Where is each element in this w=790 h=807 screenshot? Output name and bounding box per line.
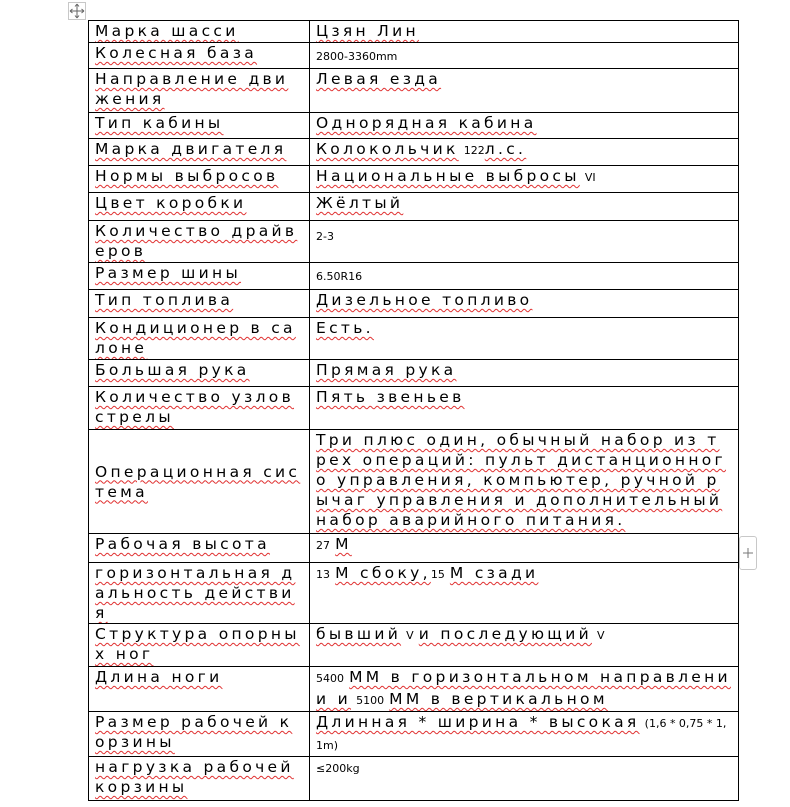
row-label: Рабочая высота [95, 535, 270, 553]
row-label: Кондиционер в салоне [95, 319, 296, 357]
row-value: Прямая рука [316, 361, 457, 379]
table-row [89, 624, 739, 667]
label-cell[interactable] [89, 21, 310, 43]
label-cell[interactable] [89, 193, 310, 221]
label-cell[interactable] [89, 221, 310, 263]
value-cell[interactable] [310, 193, 739, 221]
row-value-number: 15 [430, 568, 445, 581]
label-cell[interactable] [89, 534, 310, 563]
table-row [89, 21, 739, 43]
row-value: М сбоку, [335, 564, 431, 582]
row-label: Направление движения [95, 70, 289, 108]
row-label: горизонтальная дальность действия [95, 564, 296, 622]
table-row [89, 667, 739, 712]
label-cell[interactable] [89, 43, 310, 69]
table-row [89, 712, 739, 757]
row-value-number: 13 [316, 568, 330, 581]
label-cell[interactable] [89, 387, 310, 430]
value-cell[interactable] [310, 43, 739, 69]
row-value-letter: V [597, 629, 605, 642]
label-cell[interactable] [89, 360, 310, 387]
value-cell[interactable] [310, 69, 739, 113]
row-value: Национальные выбросы [316, 167, 580, 185]
add-row-button[interactable] [739, 536, 757, 570]
value-cell[interactable] [310, 667, 739, 712]
label-cell[interactable] [89, 290, 310, 318]
table-move-handle[interactable] [68, 2, 86, 20]
row-label: нагрузка рабочей корзины [95, 758, 294, 796]
row-value: М сзади [449, 564, 539, 582]
value-cell[interactable] [310, 318, 739, 360]
row-label: Цвет коробки [95, 194, 247, 212]
table-row [89, 221, 739, 263]
row-value: ММ в горизонтальном направлении и [316, 668, 731, 708]
label-cell[interactable] [89, 430, 310, 534]
label-cell[interactable] [89, 69, 310, 113]
row-value: Колокольчик [316, 140, 459, 158]
table-row [89, 166, 739, 193]
spec-table [88, 20, 739, 801]
table-row [89, 387, 739, 430]
value-cell[interactable] [310, 139, 739, 166]
row-label: Марка двигателя [95, 140, 287, 158]
label-cell[interactable] [89, 757, 310, 801]
table-row [89, 69, 739, 113]
row-label: Количество драйверов [95, 222, 298, 260]
row-label: Тип кабины [95, 114, 224, 132]
row-value: ММ в вертикальном [389, 690, 608, 708]
row-label: Тип топлива [95, 291, 234, 309]
row-value-suffix: VI [584, 171, 596, 184]
value-cell[interactable] [310, 221, 739, 263]
row-value: Пять звеньев [316, 388, 465, 406]
value-cell[interactable] [310, 113, 739, 139]
row-label: Длина ноги [95, 668, 223, 686]
table-row [89, 534, 739, 563]
row-value-number: 122 [463, 144, 485, 157]
label-cell[interactable] [89, 318, 310, 360]
table-row [89, 263, 739, 290]
row-label: Большая рука [95, 361, 250, 379]
table-row [89, 430, 739, 534]
row-value: Цзян Лин [316, 22, 419, 40]
row-value: 2-3 [316, 230, 334, 243]
row-label: Размер шины [95, 264, 242, 282]
row-value: и последующий [418, 625, 592, 643]
row-label: Колесная база [95, 44, 258, 62]
value-cell[interactable] [310, 360, 739, 387]
row-label: Размер рабочей корзины [95, 713, 293, 751]
value-cell[interactable] [310, 263, 739, 290]
row-value: Однорядная кабина [316, 114, 537, 132]
value-cell[interactable] [310, 387, 739, 430]
row-label: Марка шасси [95, 22, 239, 40]
value-cell[interactable] [310, 712, 739, 757]
row-value-dimensions: (1,6 * 0,75 * 1,1m) [316, 717, 727, 752]
row-value-letter: V [406, 629, 414, 642]
label-cell[interactable] [89, 139, 310, 166]
table-row [89, 139, 739, 166]
row-value-number: 27 [316, 539, 330, 552]
row-value: Длинная * ширина * высокая [316, 713, 640, 731]
table-row [89, 757, 739, 801]
row-value: ≤200kg [316, 762, 360, 775]
table-row [89, 318, 739, 360]
row-value: 6.50R16 [316, 270, 363, 283]
value-cell[interactable] [310, 563, 739, 624]
table-row [89, 290, 739, 318]
row-value: бывший [316, 625, 402, 643]
row-value-number: 5400 [316, 672, 344, 685]
row-value: М [335, 535, 352, 553]
value-cell[interactable] [310, 166, 739, 193]
row-value: Жёлтый [316, 194, 404, 212]
table-row [89, 360, 739, 387]
label-cell[interactable] [89, 113, 310, 139]
value-cell[interactable] [310, 624, 739, 667]
table-row [89, 193, 739, 221]
row-label: Структура опорных ног [95, 625, 300, 663]
row-label: Нормы выбросов [95, 167, 279, 185]
row-label: Операционная система [95, 462, 301, 501]
table-row [89, 563, 739, 624]
row-value: 2800-3360mm [316, 49, 398, 63]
value-cell[interactable] [310, 757, 739, 801]
table-row [89, 43, 739, 69]
label-cell[interactable] [89, 667, 310, 712]
row-value-number: 5100 [356, 694, 385, 707]
row-value: Левая езда [316, 70, 442, 88]
row-value: Дизельное топливо [316, 291, 533, 309]
label-cell[interactable] [89, 712, 310, 757]
row-value-unit: л.с. [484, 140, 527, 158]
value-cell[interactable] [310, 290, 739, 318]
label-cell[interactable] [89, 263, 310, 290]
move-arrows-icon [69, 3, 85, 19]
label-cell[interactable] [89, 624, 310, 667]
label-cell[interactable] [89, 563, 310, 624]
row-value: Есть. [316, 319, 374, 337]
row-value: Три плюс один, обычный набор из трех операций: пульт дистанционного управления, компьютер, ручной рычаг управления и дополнительный набор аварийного питания. [316, 431, 726, 529]
value-cell[interactable] [310, 534, 739, 563]
value-cell[interactable] [310, 430, 739, 534]
label-cell[interactable] [89, 166, 310, 193]
row-label: Количество узлов стрелы [95, 388, 294, 426]
plus-icon [743, 548, 753, 558]
table-row [89, 113, 739, 139]
value-cell[interactable] [310, 21, 739, 43]
